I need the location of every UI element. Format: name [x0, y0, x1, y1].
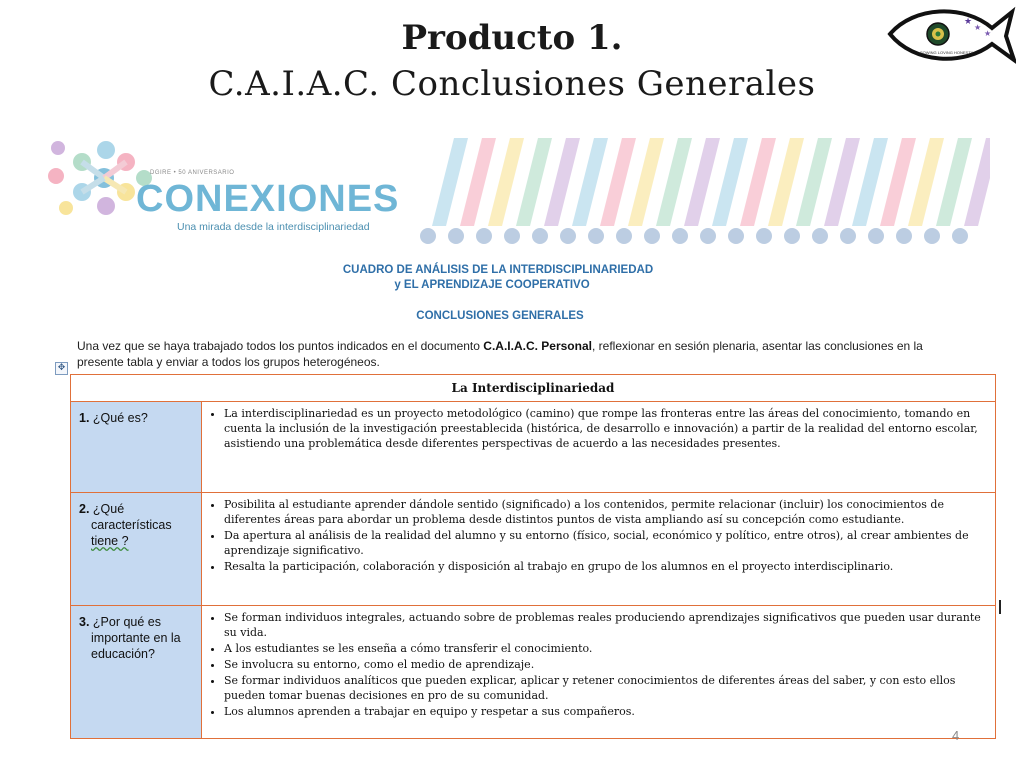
answer-cell [202, 402, 996, 493]
banner-stripe [572, 138, 608, 226]
banner-stripe [460, 138, 496, 226]
banner-dot [504, 228, 520, 244]
question-text: importante en la [91, 631, 181, 645]
doc-heading-section: CONCLUSIONES GENERALES [416, 310, 584, 322]
answer-bullet: • Posibilita al estudiante aprender dándole sentido (significado) a los contenidos, permite relacionar (incluir) los conocimientos de diferentes áreas para abordar un problema desde distintos puntos de vista ampliando así su concepción como estudiante. [224, 497, 989, 527]
banner-title: CONEXIONES [136, 178, 400, 220]
banner-stripe [684, 138, 720, 226]
banner-stripe [712, 138, 748, 226]
question-number: 1. [79, 411, 90, 425]
banner-stripe [852, 138, 888, 226]
question-cell [71, 493, 202, 606]
banner-dot [420, 228, 436, 244]
answer-bullet: • Se formar individuos analíticos que pueden explicar, aplicar y retener conocimientos de diferentes áreas del saber, y con esto ellos pueden tomar buenas decisiones en pro de su comunidad. [224, 673, 989, 703]
answer-cell [202, 606, 996, 739]
banner-dot [672, 228, 688, 244]
question-text: características [91, 518, 172, 532]
banner-stripe [628, 138, 664, 226]
banner-dot [588, 228, 604, 244]
banner-dot [784, 228, 800, 244]
question-cell [71, 606, 202, 739]
intro-text-after: , reflexionar en sesión plenaria, asentar las conclusiones en la presente tabla y enviar a todos los grupos heterogéneos. [77, 339, 923, 369]
doc-heading-line2: y EL APRENDIZAJE COOPERATIVO [394, 279, 590, 291]
banner-dot [476, 228, 492, 244]
question-cell [71, 402, 202, 493]
banner-stripe [656, 138, 692, 226]
intro-text-before: Una vez que se haya trabajado todos los puntos indicados en el documento [77, 339, 484, 353]
question-number: 2. [79, 502, 90, 516]
banner-dot [448, 228, 464, 244]
table-row [71, 493, 996, 606]
banner-dot [840, 228, 856, 244]
banner-dot [728, 228, 744, 244]
svg-text:★: ★ [984, 29, 992, 38]
slide-subtitle: C.A.I.A.C. Conclusiones Generales [208, 64, 816, 104]
banner-stripe [432, 138, 468, 226]
answer-bullet: • A los estudiantes se les enseña a cómo transferir el conocimiento. [224, 641, 989, 656]
table-row [71, 606, 996, 739]
banner-subtitle: Una mirada desde la interdisciplinariedad [177, 221, 370, 233]
svg-text:SOWING LOVING HONESTY: SOWING LOVING HONESTY [920, 50, 974, 55]
banner-dot [700, 228, 716, 244]
svg-text:★: ★ [974, 23, 982, 32]
banner-dot [924, 228, 940, 244]
intro-paragraph [77, 338, 957, 370]
table-move-handle-icon[interactable]: ✥ [55, 362, 68, 375]
banner-anniversary: DGIRE • 50 ANIVERSARIO [150, 170, 235, 176]
banner-dot [952, 228, 968, 244]
answer-bullet: • Da apertura al análisis de la realidad del alumno y su entorno (físico, social, económico y político, entre otros), al crear ambientes de aprendizaje significativo. [224, 528, 989, 558]
banner-stripe [796, 138, 832, 226]
table-row [71, 402, 996, 493]
banner-dot [644, 228, 660, 244]
banner-dot [868, 228, 884, 244]
interdisciplinarity-table [70, 374, 996, 739]
answer-bullet: • Los alumnos aprenden a trabajar en equipo y respetar a sus compañeros. [224, 704, 989, 719]
banner-dot [756, 228, 772, 244]
question-text: ¿Qué [92, 502, 125, 516]
banner-dot [616, 228, 632, 244]
banner-dot [812, 228, 828, 244]
question-number: 3. [79, 615, 90, 629]
svg-text:★: ★ [964, 17, 973, 27]
banner-stripe [908, 138, 944, 226]
banner-stripe [488, 138, 524, 226]
fish-logo-icon [884, 4, 1016, 66]
intro-text-bold: C.A.I.A.C. Personal [483, 339, 592, 353]
banner-stripe [600, 138, 636, 226]
answer-bullet: • La interdisciplinariedad es un proyecto metodológico (camino) que rompe las fronteras entre las áreas del conocimiento, tomando en cuenta la inclusión de la investigación preestablecida (histórica, de desarrollo e innovación) a partir de la realidad del entorno escolar, asistiendo una problemática desde diferentes perspectivas de acuerdo a las necesidades presentes. [224, 406, 989, 451]
question-text: ¿Por qué es [92, 615, 162, 629]
banner-dot [532, 228, 548, 244]
banner-stripe [516, 138, 552, 226]
question-text: ¿Qué es? [92, 411, 148, 425]
answer-cell [202, 493, 996, 606]
banner-dot [560, 228, 576, 244]
slide-title: Producto 1. [401, 18, 623, 58]
answer-bullet: • Se forman individuos integrales, actuando sobre de problemas reales produciendo aprendizajes significativos que pueden usar durante su vida. [224, 610, 989, 640]
question-text: tiene ? [91, 534, 129, 548]
answer-bullet: • Se involucra su entorno, como el medio de aprendizaje. [224, 657, 989, 672]
banner-stripe [740, 138, 776, 226]
banner-stripe [880, 138, 916, 226]
answer-bullet: • Resalta la participación, colaboración y disposición al trabajo en grupo de los alumnos en el proyecto interdisciplinario. [224, 559, 989, 574]
question-text: educación? [91, 647, 155, 661]
banner-dot [896, 228, 912, 244]
doc-heading-line1: CUADRO DE ANÁLISIS DE LA INTERDISCIPLINARIEDAD [342, 264, 654, 276]
banner-stripe [824, 138, 860, 226]
banner-stripe [936, 138, 972, 226]
text-cursor [999, 600, 1001, 614]
page-number: 4 [952, 728, 960, 743]
table-header: La Interdisciplinariedad [71, 375, 996, 402]
banner-stripe [544, 138, 580, 226]
banner-stripe [768, 138, 804, 226]
